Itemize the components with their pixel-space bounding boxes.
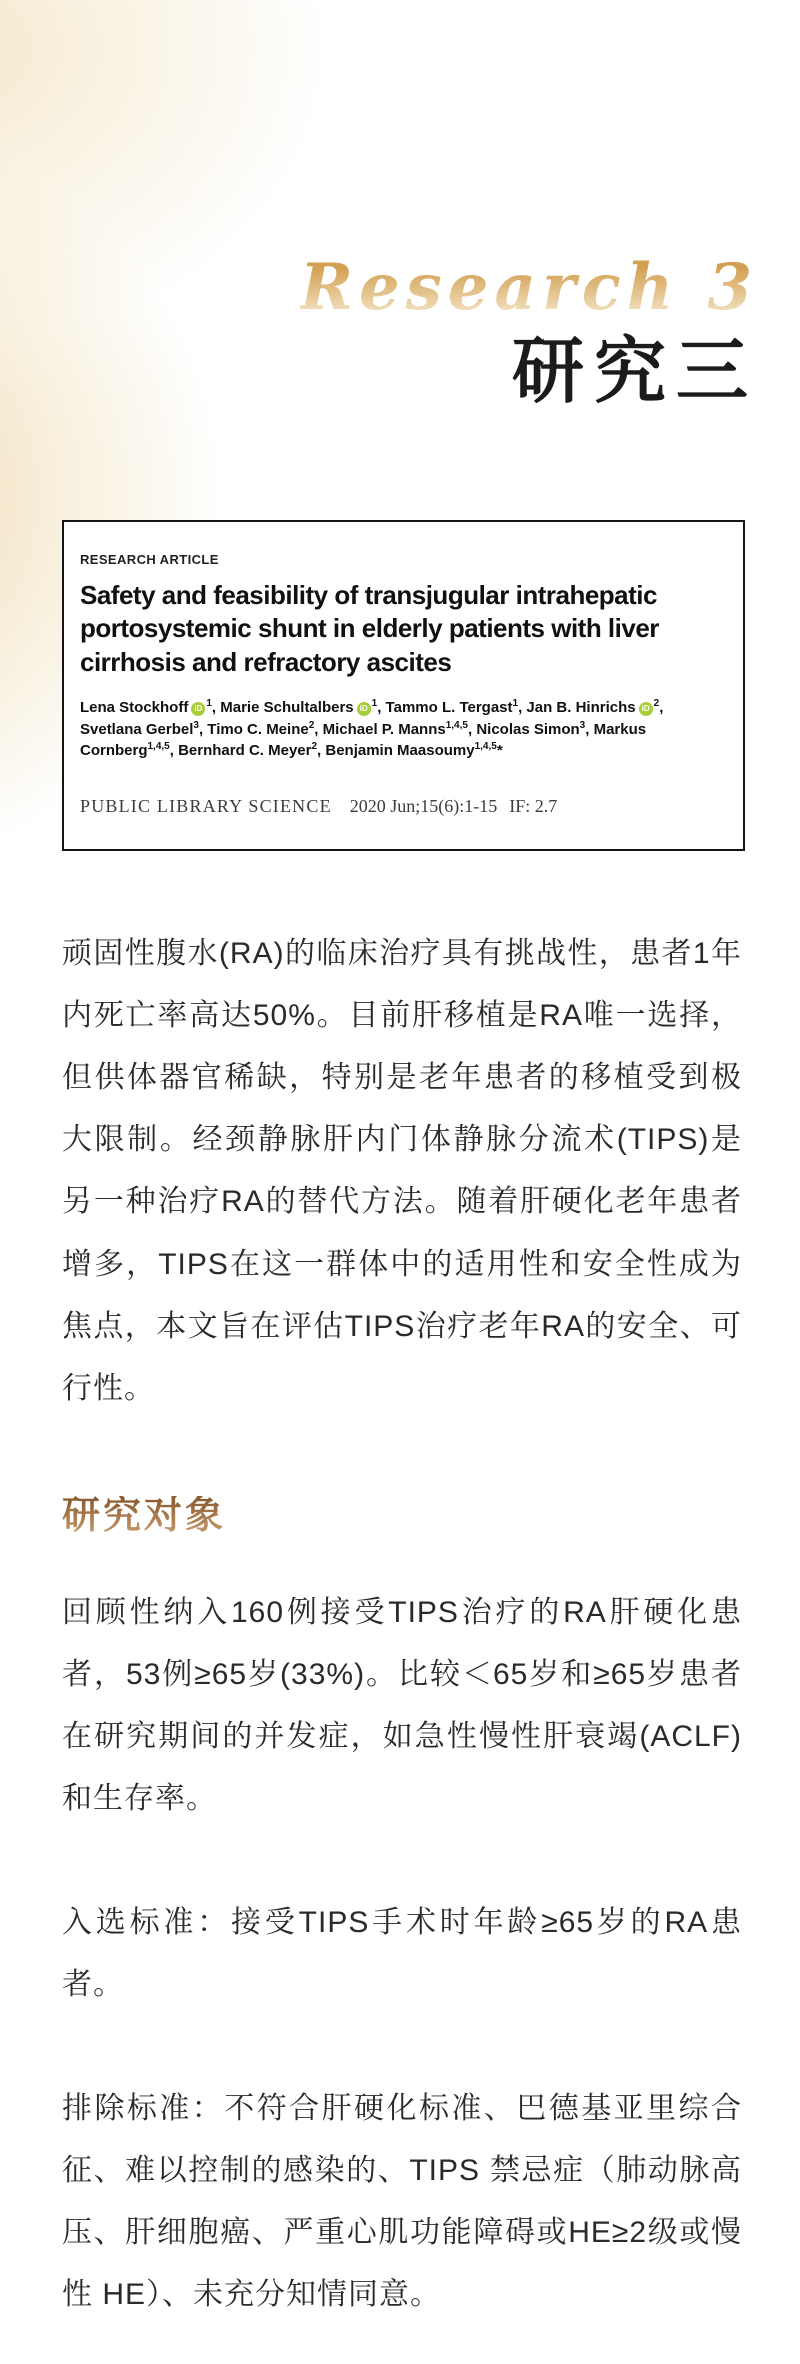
author-affiliation-sup: 3 xyxy=(579,719,586,731)
author-affiliation-sup: 1,4,5 xyxy=(445,719,468,731)
author: Nicolas Simon$^3$, xyxy=(476,719,594,738)
orcid-icon: iD xyxy=(191,702,205,716)
research-cn-title: 研究三 xyxy=(511,332,758,412)
author: Timo C. Meine$^2$, xyxy=(207,719,323,738)
author-affiliation-sup: 2 xyxy=(308,719,315,731)
paper-title: Safety and feasibility of transjugular intrahepatic portosystemic shunt in elderly patients with liver cirrhosis and refractory ascites xyxy=(80,580,659,677)
author: Lena Stockhoff iD $^1$, xyxy=(80,697,221,716)
author-affiliation-sup: 1 xyxy=(512,697,519,709)
research-script-title: Research 3 xyxy=(299,250,758,325)
inclusion-paragraph: 入选标准：接受TIPS手术时年龄≥65岁的RA患者。 xyxy=(62,1905,742,2002)
author-affiliation-sup: 2 xyxy=(653,697,660,709)
paper-eyebrow: RESEARCH ARTICLE xyxy=(80,552,219,567)
author: Tammo L. Tergast$^1$, xyxy=(385,697,527,716)
author: Jan B. Hinrichs iD $^2$, xyxy=(526,697,664,716)
author-affiliation-sup: 2 xyxy=(311,741,318,753)
author: Bernhard C. Meyer$^2$, xyxy=(178,741,326,760)
journal-citation: 2020 Jun;15(6):1-15 xyxy=(349,796,498,817)
author: Marie Schultalbers iD $^1$, xyxy=(220,697,386,716)
author: Svetlana Gerbel$^3$, xyxy=(80,719,208,738)
author-affiliation-sup: 1 xyxy=(371,697,378,709)
author-affiliation-sup: 3 xyxy=(193,719,199,731)
author: Markus Cornberg$^{1,4,5}$, xyxy=(80,720,647,760)
author-affiliation-sup: 1,4,5 xyxy=(147,741,170,753)
author-affiliation-sup: 1 xyxy=(206,697,212,709)
author: Benjamin Maasoumy$^{1,4,5}$* xyxy=(325,741,503,760)
journal-name: PUBLIC LIBRARY SCIENCE xyxy=(80,796,332,817)
author-affiliation-sup: 1,4,5 xyxy=(474,741,497,753)
exclusion-paragraph: 排除标准：不符合肝硬化标准、巴德基亚里综合征、难以控制的感染的、TIPS 禁忌症（肺动脉高压、肝细胞癌、严重心肌功能障碍或HE≥2级或慢性 HE）、未充分知情同意。 xyxy=(62,2092,742,2312)
section-heading: 研究对象 xyxy=(62,1494,227,1537)
orcid-icon: iD xyxy=(357,702,371,716)
author-list xyxy=(80,697,715,762)
orcid-icon: iD xyxy=(639,702,653,716)
paper-card xyxy=(62,520,745,851)
article-body xyxy=(0,851,800,2326)
journal-line xyxy=(80,796,715,817)
author: Michael P. Manns$^{1,4,5}$, xyxy=(322,719,477,738)
impact-factor: IF: 2.7 xyxy=(509,796,558,817)
page-header xyxy=(0,0,800,412)
intro-paragraph: 顽固性腹水(RA)的临床治疗具有挑战性，患者1年内死亡率高达50%。目前肝移植是RA唯一选择，但供体器官稀缺，特别是老年患者的移植受到极大限制。经颈静脉肝内门体静脉分流术(TIPS)是另一种治疗RA的替代方法。随着肝硬化老年患者增多，TIPS在这一群体中的适用性和安全性成为焦点，本文旨在评估TIPS治疗老年RA的安全、可行性。 xyxy=(62,937,742,1405)
study-population-paragraph: 回顾性纳入160例接受TIPS治疗的RA肝硬化患者，53例≥65岁(33%)。比较＜65岁和≥65岁患者在研究期间的并发症，如急性慢性肝衰竭(ACLF)和生存率。 xyxy=(62,1595,742,1815)
